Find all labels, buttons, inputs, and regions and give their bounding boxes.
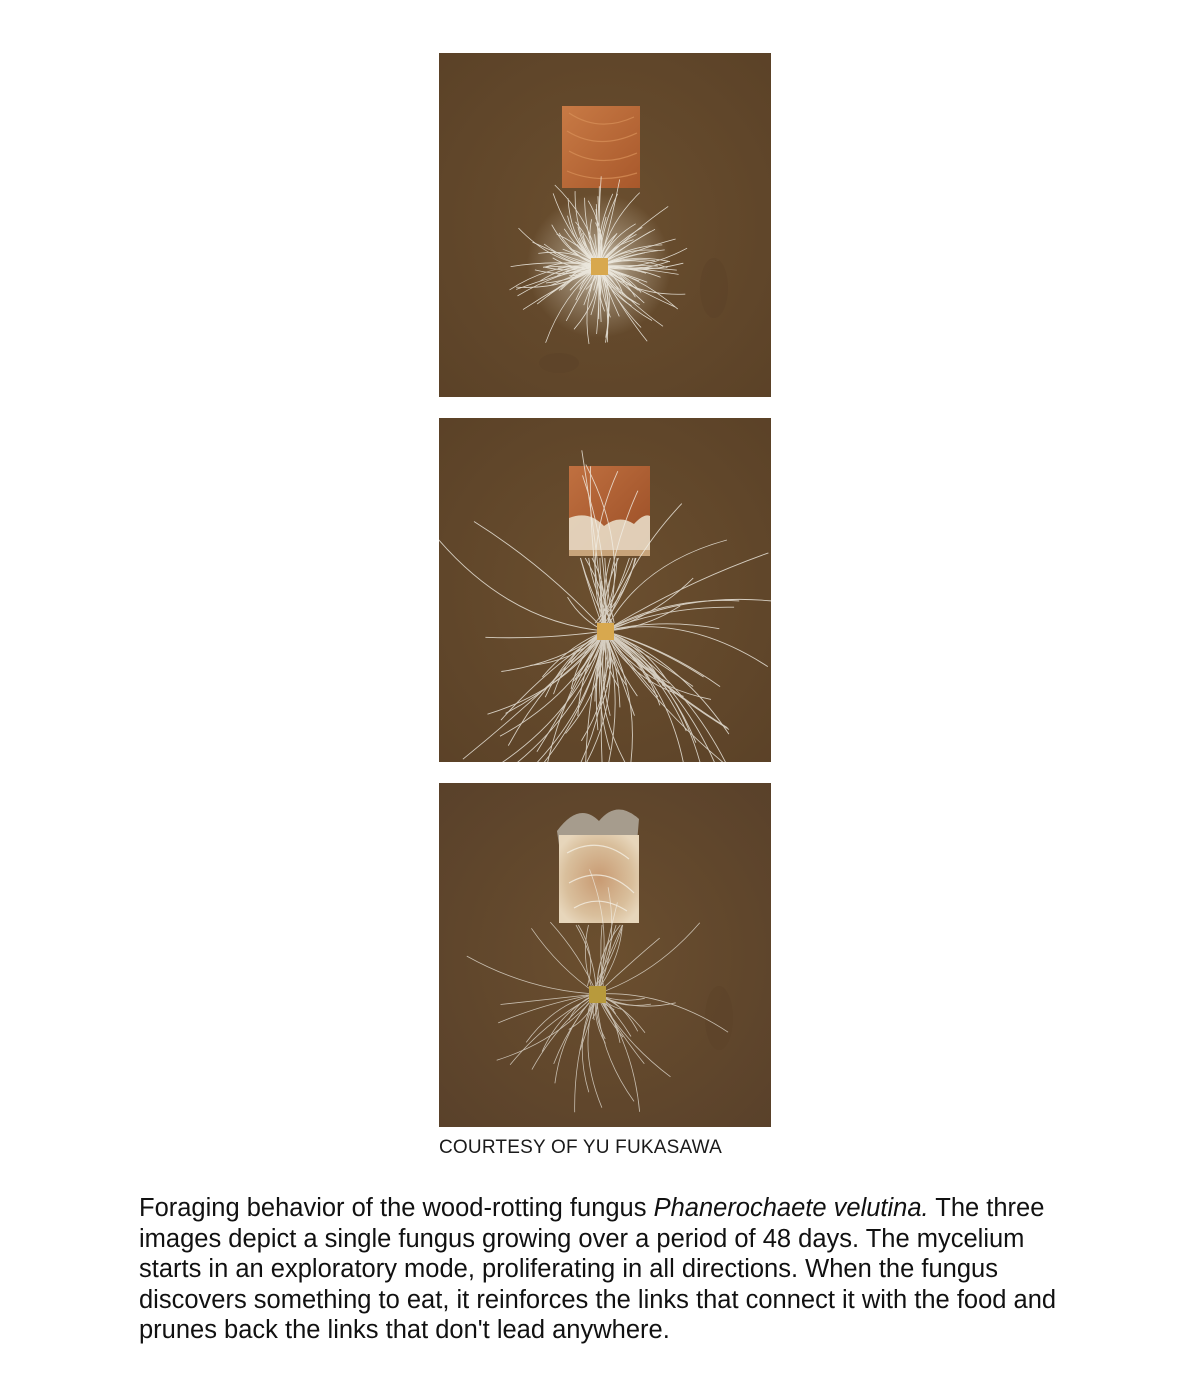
soil-stain (705, 986, 733, 1050)
species-name: Phanerochaete velutina. (653, 1194, 929, 1222)
caption-text-continued: The three images depict a single fungus growing over a period of 48 days. The mycelium starts in an exploratory mode, proliferating in all directions. When the fungus discovers something to eat, it reinforces the links that connect it with the food and prunes back the links that don't lead anywhere. (139, 1194, 1057, 1344)
figure-caption (139, 1193, 1069, 1346)
inoculum-block (597, 623, 614, 640)
fungus-photo-2-svg (439, 418, 771, 762)
fungus-photo-3-svg (439, 783, 771, 1127)
soil-stain (539, 353, 579, 373)
fungus-photo-3 (439, 783, 771, 1127)
soil-stain (700, 258, 728, 318)
inoculum-block (591, 258, 608, 275)
inoculum-block (589, 986, 606, 1003)
wood-edge (569, 550, 650, 556)
wood-block (559, 835, 639, 923)
fungus-photo-1 (439, 53, 771, 397)
caption-text: Foraging behavior of the wood-rotting fungus (139, 1194, 654, 1222)
fungus-photo-1-svg (439, 53, 771, 397)
photo-credit: COURTESY OF YU FUKASAWA (439, 1137, 722, 1158)
fungus-photo-2 (439, 418, 771, 762)
